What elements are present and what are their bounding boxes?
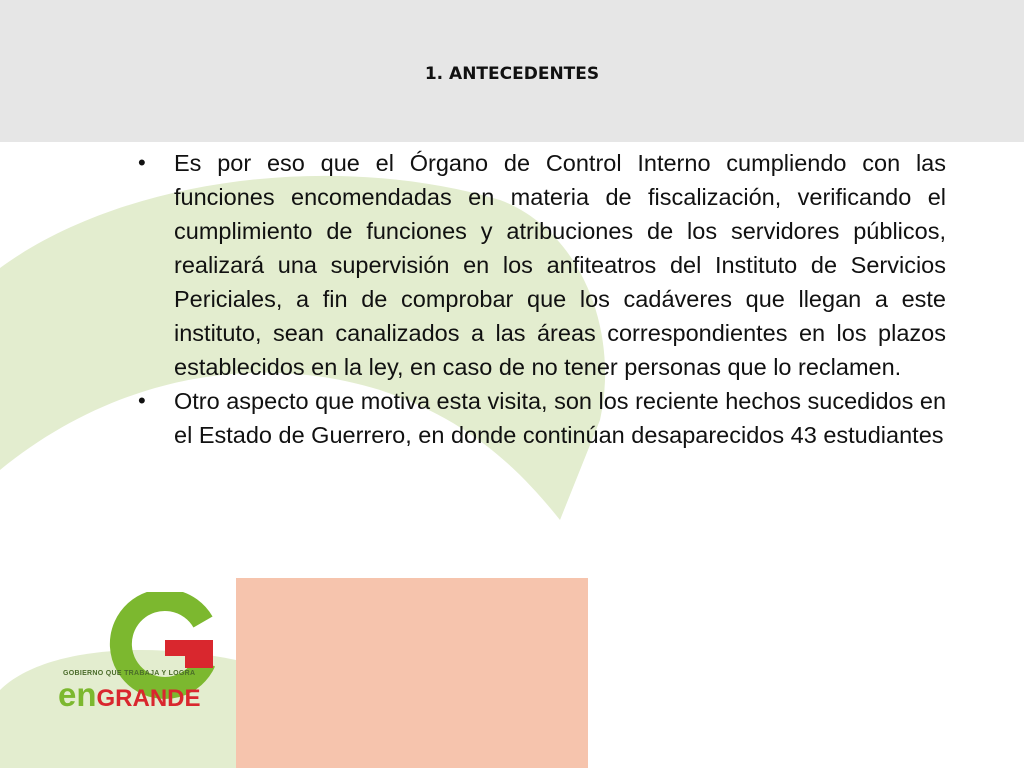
bullet-marker: • (138, 150, 146, 175)
bullet-item (138, 146, 946, 384)
g-logo-arrow (165, 640, 213, 668)
stray-dot: . (130, 608, 134, 624)
bullet-text: Es por eso que el Órgano de Control Interno cumpliendo con las funciones encomendadas en materia de fiscalización, verificando el cumplimiento de funciones y atribuciones de los servidores públicos, realizará una supervisión en los anfiteatros del Instituto de Servicios Periciales, a fin de comprobar que los cadáveres que llegan a este instituto, sean canalizados a las áreas correspondientes en los plazos establecidos en la ley, en caso de no tener personas que lo reclamen. (174, 150, 946, 380)
bullet-item (138, 384, 946, 452)
logo-wordmark (58, 676, 201, 717)
logo-grande: GRANDE (96, 685, 201, 712)
logo-tagline: GOBIERNO QUE TRABAJA Y LOGRA (63, 670, 196, 677)
logo-en: en (58, 676, 97, 713)
bullet-list (138, 146, 946, 452)
bullet-text: Otro aspecto que motiva esta visita, son los reciente hechos sucedidos en el Estado de Guerrero, en donde continúan desaparecidos 43 estudiantes (174, 388, 947, 448)
bullet-marker: • (138, 388, 146, 413)
peach-block (236, 578, 588, 768)
slide-title: 1. ANTECEDENTES (424, 64, 600, 84)
